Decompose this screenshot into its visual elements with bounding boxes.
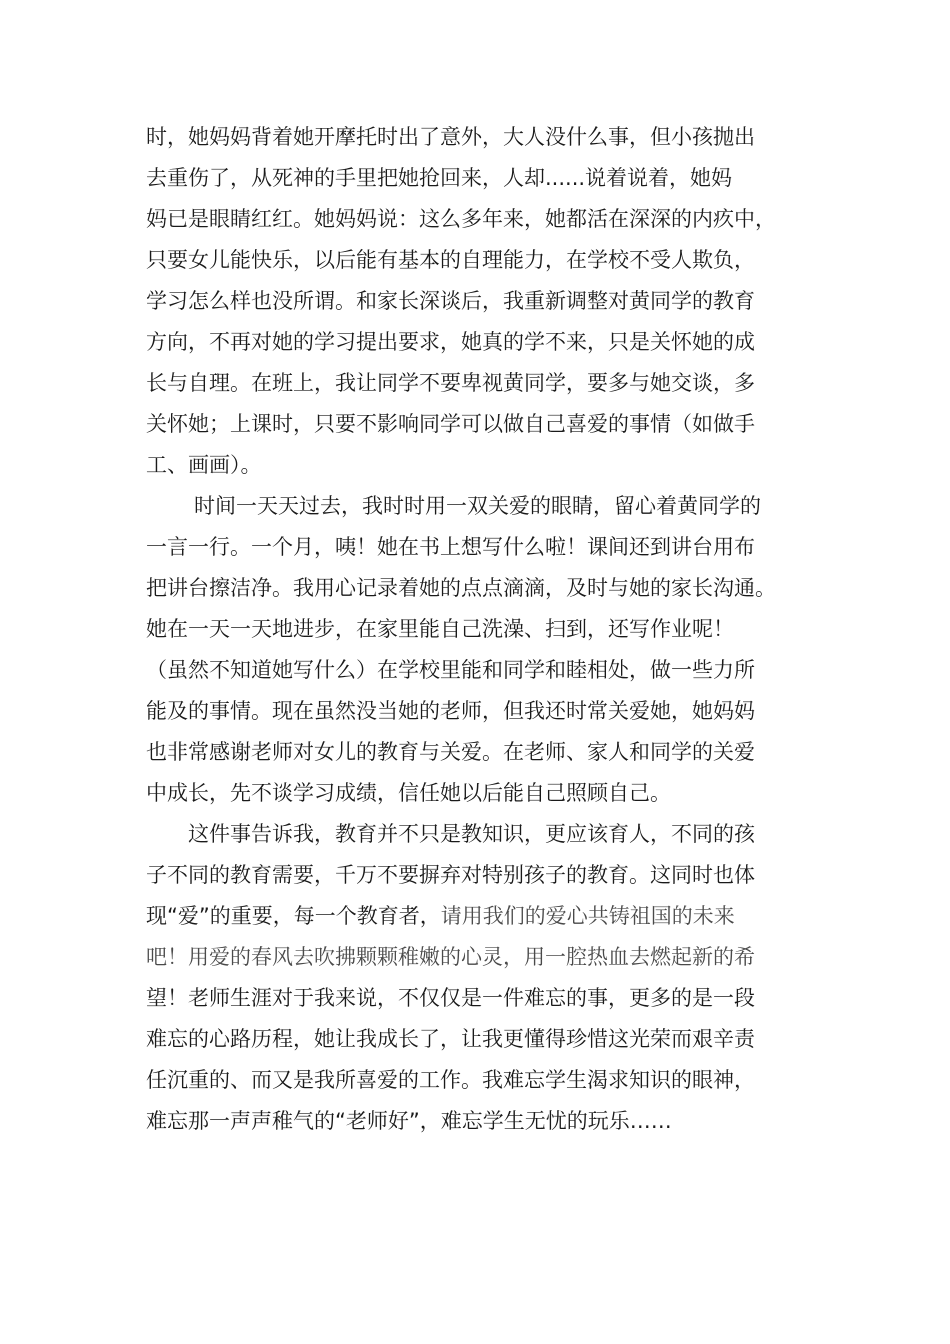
- text-line: 学习怎么样也没所谓。和家长深谈后，我重新调整对黄同学的教育: [146, 289, 755, 313]
- text-run: 现“爱”的重要，每一个教育者，: [146, 904, 441, 928]
- text-line: 任沉重的、而又是我所喜爱的工作。我难忘学生渴求知识的眼神，: [146, 1068, 755, 1092]
- text-line: 时，她妈妈背着她开摩托时出了意外，大人没什么事，但小孩抛出: [146, 125, 755, 149]
- text-line: 关怀她；上课时，只要不影响同学可以做自己喜爱的事情（如做手: [146, 412, 755, 436]
- text-line: 这件事告诉我，教育并不只是教知识，更应该育人，不同的孩: [188, 822, 755, 846]
- text-line: 子不同的教育需要，千万不要摒弃对特别孩子的教育。这同时也体: [146, 863, 755, 887]
- text-line: 只要女儿能快乐，以后能有基本的自理能力，在学校不受人欺负，: [146, 248, 755, 272]
- text-line: 吧！用爱的春风去吹拂颗颗稚嫩的心灵，用一腔热血去燃起新的希: [146, 945, 755, 969]
- text-line: 能及的事情。现在虽然没当她的老师，但我还时常关爱她，她妈妈: [146, 699, 755, 723]
- text-line: 她在一天一天地进步，在家里能自己洗澡、扫到，还写作业呢！: [146, 617, 734, 641]
- text-line: 也非常感谢老师对女儿的教育与关爱。在老师、家人和同学的关爱: [146, 740, 755, 764]
- text-line: （虽然不知道她写什么）在学校里能和同学和睦相处，做一些力所: [146, 658, 755, 682]
- text-line: 去重伤了，从死神的手里把她抢回来，人却......说着说着，她妈: [146, 166, 733, 190]
- text-line: 难忘的心路历程，她让我成长了，让我更懂得珍惜这光荣而艰辛责: [146, 1027, 755, 1051]
- text-line: 一言一行。一个月，咦！她在书上想写什么啦！课间还到讲台用布: [146, 535, 755, 559]
- text-line: 长与自理。在班上，我让同学不要卑视黄同学，要多与她交谈，多: [146, 371, 755, 395]
- text-line: 中成长，先不谈学习成绩，信任她以后能自己照顾自己。: [146, 781, 671, 805]
- text-run-highlight: 请用我们的爱心共铸祖国的未来: [440, 904, 735, 928]
- text-line: 望！老师生涯对于我来说，不仅仅是一件难忘的事，更多的是一段: [146, 986, 755, 1010]
- text-line: 妈已是眼睛红红。她妈妈说：这么多年来，她都活在深深的内疚中，: [146, 207, 776, 231]
- text-line: 方向，不再对她的学习提出要求，她真的学不来，只是关怀她的成: [146, 330, 755, 354]
- text-line: 时间一天天过去，我时时用一双关爱的眼睛，留心着黄同学的: [194, 494, 761, 518]
- text-line: 把讲台擦洁净。我用心记录着她的点点滴滴，及时与她的家长沟通。: [146, 576, 776, 600]
- text-line: 工、画画）。: [146, 453, 262, 477]
- text-line: 难忘那一声声稚气的“老师好”，难忘学生无忧的玩乐……: [146, 1109, 672, 1133]
- text-line: [146, 901, 735, 931]
